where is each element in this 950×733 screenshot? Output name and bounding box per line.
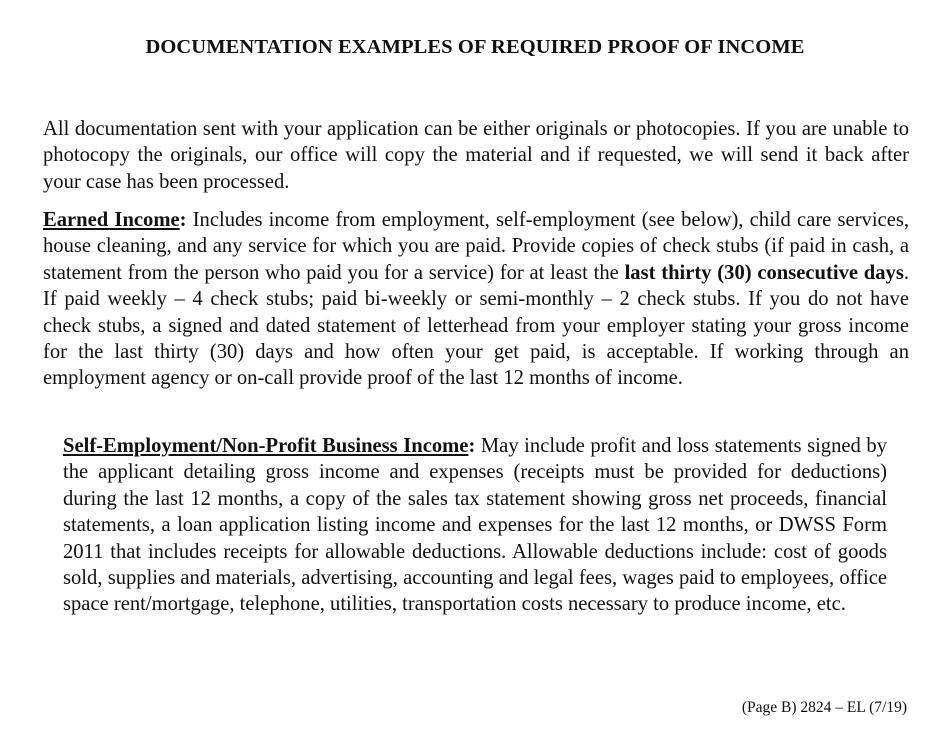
self-employment-colon: : xyxy=(468,435,476,457)
earned-income-text-2: . If paid weekly – 4 check stubs; paid bi-weekly or semi-monthly – 2 check stubs. If you do not have check stubs, a signed and dated statement of letterhead from your employer stating your gross income for the last thirty (30) days and how often your get paid, is acceptable. If working through an employment agency or on-call provide proof of the last 12 months of income. xyxy=(43,261,910,390)
earned-income-text-1: Includes income from employment, self-employment (see below), child care services, house cleaning, and any service for which you are paid. Provide copies of check stubs (if paid in cash, a statement from the person who paid you for a service) for at least the xyxy=(43,209,909,284)
earned-income-emphasis: last thirty (30) consecutive days xyxy=(624,261,904,284)
self-employment-text: May include profit and loss statements signed by the applicant detailing gross income and expenses (receipts must be provided for deductions) during the last 12 months, a copy of the sales tax statement showing gross net proceeds, financial statements, a loan application listing income and expenses for the last 12 months, or DWSS Form 2011 that includes receipts for allowable deductions. Allowable deductions include: cost of goods sold, supplies and materials, advertising, accounting and legal fees, wages paid to employees, office space rent/mortgage, telephone, utilities, transportation costs necessary to produce income, etc. xyxy=(63,435,887,616)
earned-income-heading: Earned Income xyxy=(43,209,180,231)
page-footer: (Page B) 2824 – EL (7/19) xyxy=(741,699,907,716)
earned-income-colon: : xyxy=(179,209,187,231)
self-employment-paragraph xyxy=(63,433,887,618)
intro-paragraph: All documentation sent with your application can be either originals or photocopies. If you are unable to photocopy the originals, our office will copy the material and if requested, we will send it back after your case has been processed. xyxy=(43,118,909,193)
page-title: DOCUMENTATION EXAMPLES OF REQUIRED PROOF OF INCOME xyxy=(145,36,805,58)
self-employment-heading: Self-Employment/Non-Profit Business Income xyxy=(63,435,469,457)
earned-income-paragraph xyxy=(43,207,909,392)
